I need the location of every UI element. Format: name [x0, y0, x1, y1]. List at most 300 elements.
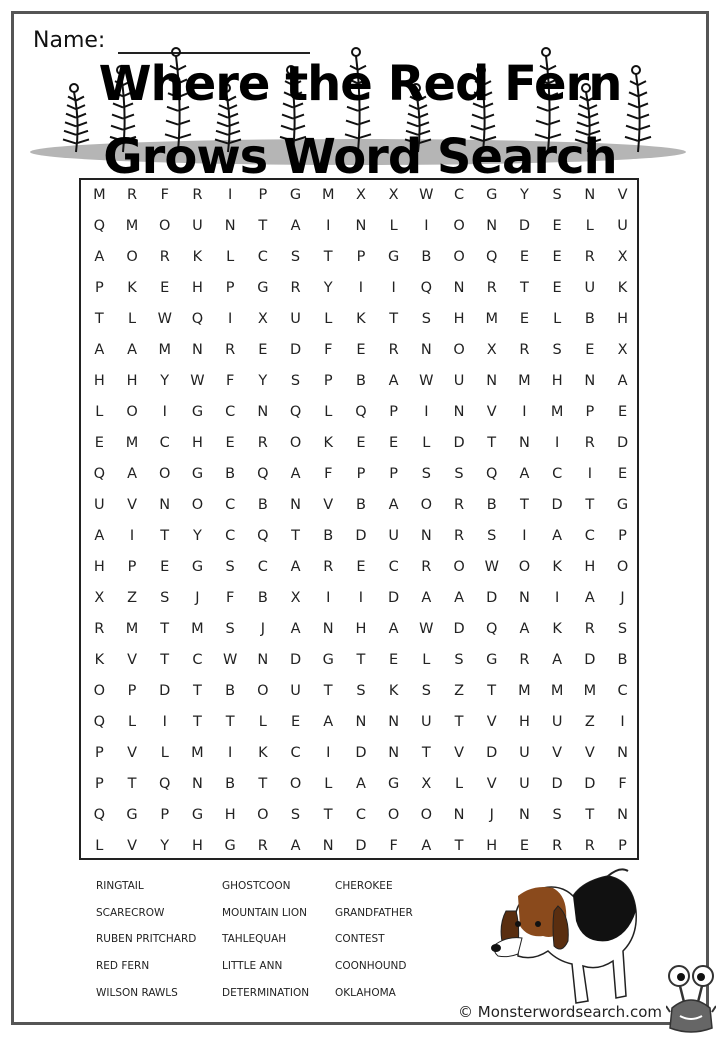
grid-letter[interactable]: K — [323, 435, 333, 451]
grid-letter[interactable]: A — [388, 497, 399, 513]
grid-letter[interactable]: N — [486, 373, 498, 389]
grid-letter[interactable]: O — [126, 249, 138, 265]
grid-letter[interactable]: N — [257, 652, 269, 668]
grid-letter[interactable]: T — [160, 528, 170, 544]
grid-letter[interactable]: M — [550, 683, 564, 699]
grid-letter[interactable]: R — [552, 838, 563, 854]
grid-letter[interactable]: O — [159, 466, 171, 482]
grid-letter[interactable]: A — [552, 528, 563, 544]
grid-letter[interactable]: B — [355, 497, 366, 513]
grid-letter[interactable]: L — [422, 435, 431, 451]
grid-letter[interactable]: Q — [486, 621, 498, 637]
grid-letter[interactable]: X — [617, 342, 628, 358]
grid-letter[interactable]: I — [228, 311, 233, 327]
grid-letter[interactable]: P — [94, 280, 104, 296]
grid-letter[interactable]: C — [552, 466, 563, 482]
grid-letter[interactable]: W — [484, 559, 499, 575]
grid-letter[interactable]: T — [323, 807, 333, 823]
grid-letter[interactable]: H — [551, 373, 563, 389]
grid-letter[interactable]: O — [387, 807, 400, 823]
grid-letter[interactable]: R — [159, 249, 170, 265]
grid-letter[interactable]: N — [617, 807, 628, 823]
grid-letter[interactable]: T — [454, 714, 464, 730]
grid-letter[interactable]: F — [324, 466, 333, 482]
grid-letter[interactable]: I — [162, 714, 167, 730]
grid-letter[interactable]: K — [388, 683, 399, 699]
grid-letter[interactable]: E — [519, 249, 530, 265]
grid-letter[interactable]: T — [356, 652, 366, 668]
grid-letter[interactable]: L — [422, 652, 431, 668]
grid-letter[interactable]: B — [225, 776, 236, 792]
grid-letter[interactable]: A — [290, 218, 301, 234]
grid-letter[interactable]: R — [453, 497, 465, 513]
grid-letter[interactable]: I — [587, 466, 592, 482]
grid-letter[interactable]: S — [421, 466, 431, 482]
grid-letter[interactable]: W — [419, 187, 434, 203]
grid-letter[interactable]: U — [388, 528, 399, 544]
grid-letter[interactable]: R — [94, 621, 105, 637]
grid-letter[interactable]: T — [94, 311, 104, 327]
grid-letter[interactable]: S — [225, 559, 235, 575]
grid-letter[interactable]: K — [94, 652, 105, 668]
grid-letter[interactable]: E — [290, 714, 301, 730]
grid-letter[interactable]: Y — [258, 373, 268, 389]
grid-letter[interactable]: M — [191, 621, 204, 637]
grid-letter[interactable]: F — [225, 373, 235, 389]
grid-letter[interactable]: O — [159, 218, 171, 234]
grid-letter[interactable]: H — [224, 807, 236, 823]
grid-letter[interactable]: G — [486, 652, 498, 668]
grid-letter[interactable]: L — [95, 838, 104, 854]
grid-letter[interactable]: M — [191, 745, 204, 761]
grid-letter[interactable]: C — [192, 652, 203, 668]
grid-letter[interactable]: C — [355, 807, 366, 823]
grid-letter[interactable]: Q — [420, 280, 433, 296]
grid-letter[interactable]: A — [94, 342, 105, 358]
grid-letter[interactable]: E — [389, 435, 399, 451]
grid-letter[interactable]: U — [192, 218, 203, 234]
grid-letter[interactable]: I — [326, 745, 331, 761]
grid-letter[interactable]: K — [552, 559, 562, 575]
grid-letter[interactable]: R — [584, 838, 595, 854]
grid-letter[interactable]: U — [551, 714, 563, 730]
grid-letter[interactable]: L — [127, 714, 137, 730]
grid-letter[interactable]: E — [519, 311, 530, 327]
grid-letter[interactable]: N — [388, 745, 400, 761]
grid-letter[interactable]: S — [487, 528, 497, 544]
grid-letter[interactable]: B — [225, 466, 236, 482]
grid-letter[interactable]: S — [290, 807, 301, 823]
grid-letter[interactable]: I — [522, 404, 527, 420]
grid-letter[interactable]: C — [453, 187, 465, 203]
grid-letter[interactable]: P — [258, 187, 268, 203]
grid-letter[interactable]: I — [424, 404, 429, 420]
grid-letter[interactable]: O — [518, 559, 531, 575]
grid-letter[interactable]: R — [388, 342, 399, 358]
grid-letter[interactable]: Q — [93, 714, 106, 730]
grid-letter[interactable]: K — [356, 311, 366, 327]
grid-letter[interactable]: N — [322, 838, 334, 854]
grid-letter[interactable]: G — [224, 838, 236, 854]
grid-letter[interactable]: D — [551, 776, 563, 792]
grid-letter[interactable]: J — [489, 807, 494, 823]
grid-letter[interactable]: Q — [486, 249, 498, 265]
grid-letter[interactable]: L — [95, 404, 104, 420]
grid-letter[interactable]: N — [355, 714, 367, 730]
grid-letter[interactable]: H — [126, 373, 138, 389]
grid-letter[interactable]: X — [355, 187, 366, 203]
grid-letter[interactable]: F — [160, 187, 169, 203]
grid-letter[interactable]: H — [191, 838, 203, 854]
grid-letter[interactable]: T — [323, 249, 333, 265]
grid-letter[interactable]: G — [322, 652, 334, 668]
grid-letter[interactable]: M — [125, 621, 139, 637]
grid-letter[interactable]: P — [356, 249, 366, 265]
grid-letter[interactable]: O — [289, 435, 302, 451]
grid-letter[interactable]: D — [289, 342, 302, 358]
grid-letter[interactable]: U — [290, 311, 301, 327]
grid-letter[interactable]: A — [388, 621, 399, 637]
grid-letter[interactable]: E — [356, 559, 366, 575]
grid-letter[interactable]: A — [584, 590, 595, 606]
grid-letter[interactable]: Q — [93, 466, 106, 482]
grid-letter[interactable]: O — [191, 497, 204, 513]
grid-letter[interactable]: A — [519, 621, 530, 637]
grid-letter[interactable]: U — [584, 280, 596, 296]
grid-letter[interactable]: E — [356, 435, 366, 451]
grid-letter[interactable]: T — [193, 683, 202, 699]
grid-letter[interactable]: E — [94, 435, 104, 451]
grid-letter[interactable]: V — [323, 497, 334, 513]
grid-letter[interactable]: W — [190, 373, 205, 389]
grid-letter[interactable]: I — [358, 590, 364, 606]
grid-letter[interactable]: T — [160, 621, 170, 637]
grid-letter[interactable]: D — [486, 590, 498, 606]
grid-letter[interactable]: J — [620, 590, 625, 606]
grid-letter[interactable]: T — [193, 714, 202, 730]
grid-letter[interactable]: C — [225, 528, 236, 544]
grid-letter[interactable]: E — [552, 280, 562, 296]
grid-letter[interactable]: R — [584, 621, 595, 637]
grid-letter[interactable]: G — [191, 559, 204, 575]
grid-letter[interactable]: D — [453, 621, 465, 637]
grid-letter[interactable]: Y — [160, 838, 170, 854]
grid-letter[interactable]: V — [617, 187, 628, 203]
grid-letter[interactable]: N — [617, 745, 628, 761]
grid-letter[interactable]: T — [389, 311, 399, 327]
grid-letter[interactable]: T — [258, 218, 268, 234]
grid-letter[interactable]: V — [552, 745, 563, 761]
grid-letter[interactable]: L — [324, 404, 333, 420]
grid-letter[interactable]: P — [618, 838, 627, 854]
grid-letter[interactable]: G — [191, 807, 204, 823]
grid-letter[interactable]: A — [617, 373, 628, 389]
grid-letter[interactable]: A — [519, 466, 530, 482]
grid-letter[interactable]: R — [519, 342, 530, 358]
grid-letter[interactable]: F — [389, 838, 398, 854]
grid-letter[interactable]: T — [160, 652, 170, 668]
grid-letter[interactable]: O — [420, 807, 433, 823]
grid-letter[interactable]: H — [518, 714, 530, 730]
grid-letter[interactable]: N — [519, 435, 530, 451]
grid-letter[interactable]: C — [159, 435, 170, 451]
grid-letter[interactable]: E — [585, 342, 595, 358]
grid-letter[interactable]: B — [584, 311, 595, 327]
grid-letter[interactable]: P — [127, 559, 137, 575]
grid-letter[interactable]: H — [191, 280, 203, 296]
grid-letter[interactable]: A — [454, 590, 464, 606]
grid-letter[interactable]: R — [323, 559, 334, 575]
grid-letter[interactable]: E — [552, 218, 562, 234]
grid-letter[interactable]: Y — [520, 187, 529, 203]
grid-letter[interactable]: M — [125, 218, 139, 234]
grid-letter[interactable]: U — [617, 218, 628, 234]
grid-letter[interactable]: O — [453, 249, 465, 265]
grid-letter[interactable]: H — [93, 559, 105, 575]
grid-letter[interactable]: R — [584, 249, 595, 265]
grid-letter[interactable]: N — [519, 807, 530, 823]
grid-letter[interactable]: I — [228, 187, 233, 203]
grid-letter[interactable]: N — [355, 218, 367, 234]
grid-letter[interactable]: I — [358, 280, 364, 296]
grid-letter[interactable]: V — [127, 838, 137, 854]
grid-letter[interactable]: F — [618, 776, 627, 792]
grid-letter[interactable]: R — [486, 280, 497, 296]
grid-letter[interactable]: B — [421, 249, 432, 265]
grid-letter[interactable]: C — [617, 683, 628, 699]
grid-letter[interactable]: X — [486, 342, 497, 358]
grid-letter[interactable]: I — [522, 528, 527, 544]
grid-letter[interactable]: B — [257, 497, 268, 513]
grid-letter[interactable]: M — [518, 683, 531, 699]
grid-letter[interactable]: W — [222, 652, 238, 668]
grid-letter[interactable]: N — [519, 590, 530, 606]
grid-letter[interactable]: L — [160, 745, 169, 761]
grid-letter[interactable]: D — [289, 652, 302, 668]
grid-letter[interactable]: C — [388, 559, 399, 575]
grid-letter[interactable]: G — [191, 466, 204, 482]
grid-letter[interactable]: L — [258, 714, 267, 730]
grid-letter[interactable]: E — [617, 404, 628, 420]
grid-letter[interactable]: K — [258, 745, 268, 761]
grid-letter[interactable]: S — [290, 373, 301, 389]
grid-letter[interactable]: H — [617, 311, 628, 327]
grid-letter[interactable]: N — [584, 373, 596, 389]
grid-letter[interactable]: Y — [193, 528, 202, 544]
grid-letter[interactable]: T — [585, 807, 595, 823]
grid-letter[interactable]: D — [584, 776, 596, 792]
grid-letter[interactable]: A — [421, 590, 432, 606]
grid-letter[interactable]: S — [454, 466, 464, 482]
grid-letter[interactable]: R — [584, 435, 595, 451]
grid-letter[interactable]: S — [552, 807, 562, 823]
grid-letter[interactable]: D — [486, 745, 498, 761]
grid-letter[interactable]: P — [94, 745, 104, 761]
grid-letter[interactable]: U — [453, 373, 465, 389]
grid-letter[interactable]: I — [326, 590, 331, 606]
grid-letter[interactable]: N — [322, 621, 334, 637]
grid-letter[interactable]: E — [519, 838, 530, 854]
grid-letter[interactable]: N — [388, 714, 400, 730]
grid-letter[interactable]: A — [290, 621, 301, 637]
grid-letter[interactable]: S — [552, 187, 562, 203]
grid-letter[interactable]: K — [127, 280, 137, 296]
grid-letter[interactable]: D — [355, 745, 367, 761]
grid-letter[interactable]: P — [618, 528, 627, 544]
grid-letter[interactable]: M — [583, 683, 597, 699]
grid-letter[interactable]: O — [616, 559, 629, 575]
grid-letter[interactable]: M — [93, 187, 106, 203]
grid-letter[interactable]: C — [290, 745, 301, 761]
grid-letter[interactable]: Q — [355, 404, 367, 420]
grid-letter[interactable]: L — [127, 311, 137, 327]
grid-letter[interactable]: K — [552, 621, 562, 637]
grid-letter[interactable]: Q — [159, 776, 171, 792]
grid-letter[interactable]: Q — [257, 466, 269, 482]
grid-letter[interactable]: D — [159, 683, 171, 699]
grid-letter[interactable]: I — [555, 590, 560, 606]
grid-letter[interactable]: G — [191, 404, 204, 420]
grid-letter[interactable]: R — [519, 652, 530, 668]
grid-letter[interactable]: B — [323, 528, 334, 544]
grid-letter[interactable]: X — [388, 187, 399, 203]
grid-letter[interactable]: X — [257, 311, 268, 327]
grid-letter[interactable]: P — [94, 776, 104, 792]
grid-letter[interactable]: B — [225, 683, 236, 699]
grid-letter[interactable]: F — [324, 342, 333, 358]
grid-letter[interactable]: Q — [257, 528, 269, 544]
grid-letter[interactable]: A — [355, 776, 366, 792]
grid-letter[interactable]: L — [454, 776, 464, 792]
grid-letter[interactable]: L — [226, 249, 235, 265]
grid-letter[interactable]: D — [551, 497, 563, 513]
grid-letter[interactable]: Y — [160, 373, 170, 389]
grid-letter[interactable]: U — [290, 683, 301, 699]
grid-letter[interactable]: I — [555, 435, 560, 451]
grid-letter[interactable]: N — [159, 497, 171, 513]
grid-letter[interactable]: U — [519, 745, 530, 761]
grid-letter[interactable]: T — [585, 497, 595, 513]
grid-letter[interactable]: T — [225, 714, 235, 730]
grid-letter[interactable]: G — [289, 187, 302, 203]
grid-letter[interactable]: C — [225, 497, 236, 513]
grid-letter[interactable]: L — [585, 218, 594, 234]
grid-letter[interactable]: C — [257, 249, 268, 265]
grid-letter[interactable]: D — [355, 528, 367, 544]
grid-letter[interactable]: A — [127, 466, 137, 482]
grid-letter[interactable]: V — [486, 404, 497, 420]
grid-letter[interactable]: H — [355, 621, 367, 637]
grid-letter[interactable]: O — [126, 404, 138, 420]
grid-letter[interactable]: A — [290, 466, 301, 482]
grid-letter[interactable]: B — [355, 373, 366, 389]
grid-letter[interactable]: C — [584, 528, 595, 544]
grid-letter[interactable]: R — [290, 280, 301, 296]
grid-letter[interactable]: X — [290, 590, 301, 606]
grid-letter[interactable]: T — [258, 776, 268, 792]
grid-letter[interactable]: P — [389, 404, 399, 420]
grid-letter[interactable]: I — [129, 528, 135, 544]
grid-letter[interactable]: A — [290, 559, 301, 575]
grid-letter[interactable]: M — [158, 342, 171, 358]
grid-letter[interactable]: J — [260, 621, 265, 637]
grid-letter[interactable]: T — [454, 838, 464, 854]
grid-letter[interactable]: D — [518, 218, 531, 234]
grid-letter[interactable]: I — [424, 218, 429, 234]
grid-letter[interactable]: N — [257, 404, 269, 420]
grid-letter[interactable]: D — [616, 435, 629, 451]
grid-letter[interactable]: J — [195, 590, 200, 606]
grid-letter[interactable]: R — [421, 559, 432, 575]
grid-letter[interactable]: A — [94, 528, 105, 544]
grid-letter[interactable]: H — [584, 559, 596, 575]
grid-letter[interactable]: P — [225, 280, 235, 296]
grid-letter[interactable]: R — [126, 187, 138, 203]
grid-letter[interactable]: O — [257, 683, 269, 699]
grid-letter[interactable]: O — [453, 342, 465, 358]
grid-letter[interactable]: N — [192, 776, 203, 792]
grid-letter[interactable]: N — [453, 807, 465, 823]
grid-letter[interactable]: E — [160, 280, 170, 296]
grid-letter[interactable]: M — [550, 404, 564, 420]
grid-letter[interactable]: Q — [93, 807, 106, 823]
grid-letter[interactable]: D — [355, 838, 367, 854]
grid-letter[interactable]: O — [420, 497, 433, 513]
grid-letter[interactable]: P — [323, 373, 333, 389]
grid-letter[interactable]: T — [421, 745, 431, 761]
grid-letter[interactable]: M — [518, 373, 531, 389]
grid-letter[interactable]: Q — [486, 466, 498, 482]
grid-letter[interactable]: B — [257, 590, 268, 606]
grid-letter[interactable]: G — [486, 187, 498, 203]
grid-letter[interactable]: B — [617, 652, 628, 668]
grid-letter[interactable]: S — [160, 590, 170, 606]
grid-letter[interactable]: A — [94, 249, 105, 265]
grid-letter[interactable]: X — [94, 590, 105, 606]
grid-letter[interactable]: I — [228, 745, 233, 761]
grid-letter[interactable]: C — [257, 559, 268, 575]
grid-letter[interactable]: G — [388, 249, 400, 265]
grid-letter[interactable]: P — [389, 466, 399, 482]
grid-letter[interactable]: S — [290, 249, 301, 265]
grid-letter[interactable]: V — [127, 745, 137, 761]
grid-letter[interactable]: F — [225, 590, 235, 606]
grid-letter[interactable]: S — [552, 342, 562, 358]
word-search-grid[interactable] — [79, 178, 639, 860]
grid-letter[interactable]: A — [323, 714, 334, 730]
grid-letter[interactable]: U — [421, 714, 432, 730]
grid-letter[interactable]: M — [125, 435, 139, 451]
grid-letter[interactable]: E — [617, 466, 628, 482]
grid-letter[interactable]: V — [486, 714, 497, 730]
grid-letter[interactable]: H — [93, 373, 105, 389]
grid-letter[interactable]: H — [191, 435, 203, 451]
grid-letter[interactable]: A — [552, 652, 563, 668]
grid-letter[interactable]: V — [127, 497, 137, 513]
grid-letter[interactable]: E — [389, 652, 399, 668]
grid-letter[interactable]: N — [420, 342, 432, 358]
grid-letter[interactable]: A — [290, 838, 301, 854]
grid-letter[interactable]: K — [617, 280, 628, 296]
grid-letter[interactable]: A — [127, 342, 137, 358]
grid-letter[interactable]: N — [584, 187, 596, 203]
grid-letter[interactable]: T — [487, 683, 497, 699]
grid-letter[interactable]: S — [454, 652, 464, 668]
grid-letter[interactable]: Q — [191, 311, 204, 327]
grid-letter[interactable]: S — [421, 683, 431, 699]
grid-letter[interactable]: U — [519, 776, 530, 792]
grid-letter[interactable]: S — [617, 621, 628, 637]
